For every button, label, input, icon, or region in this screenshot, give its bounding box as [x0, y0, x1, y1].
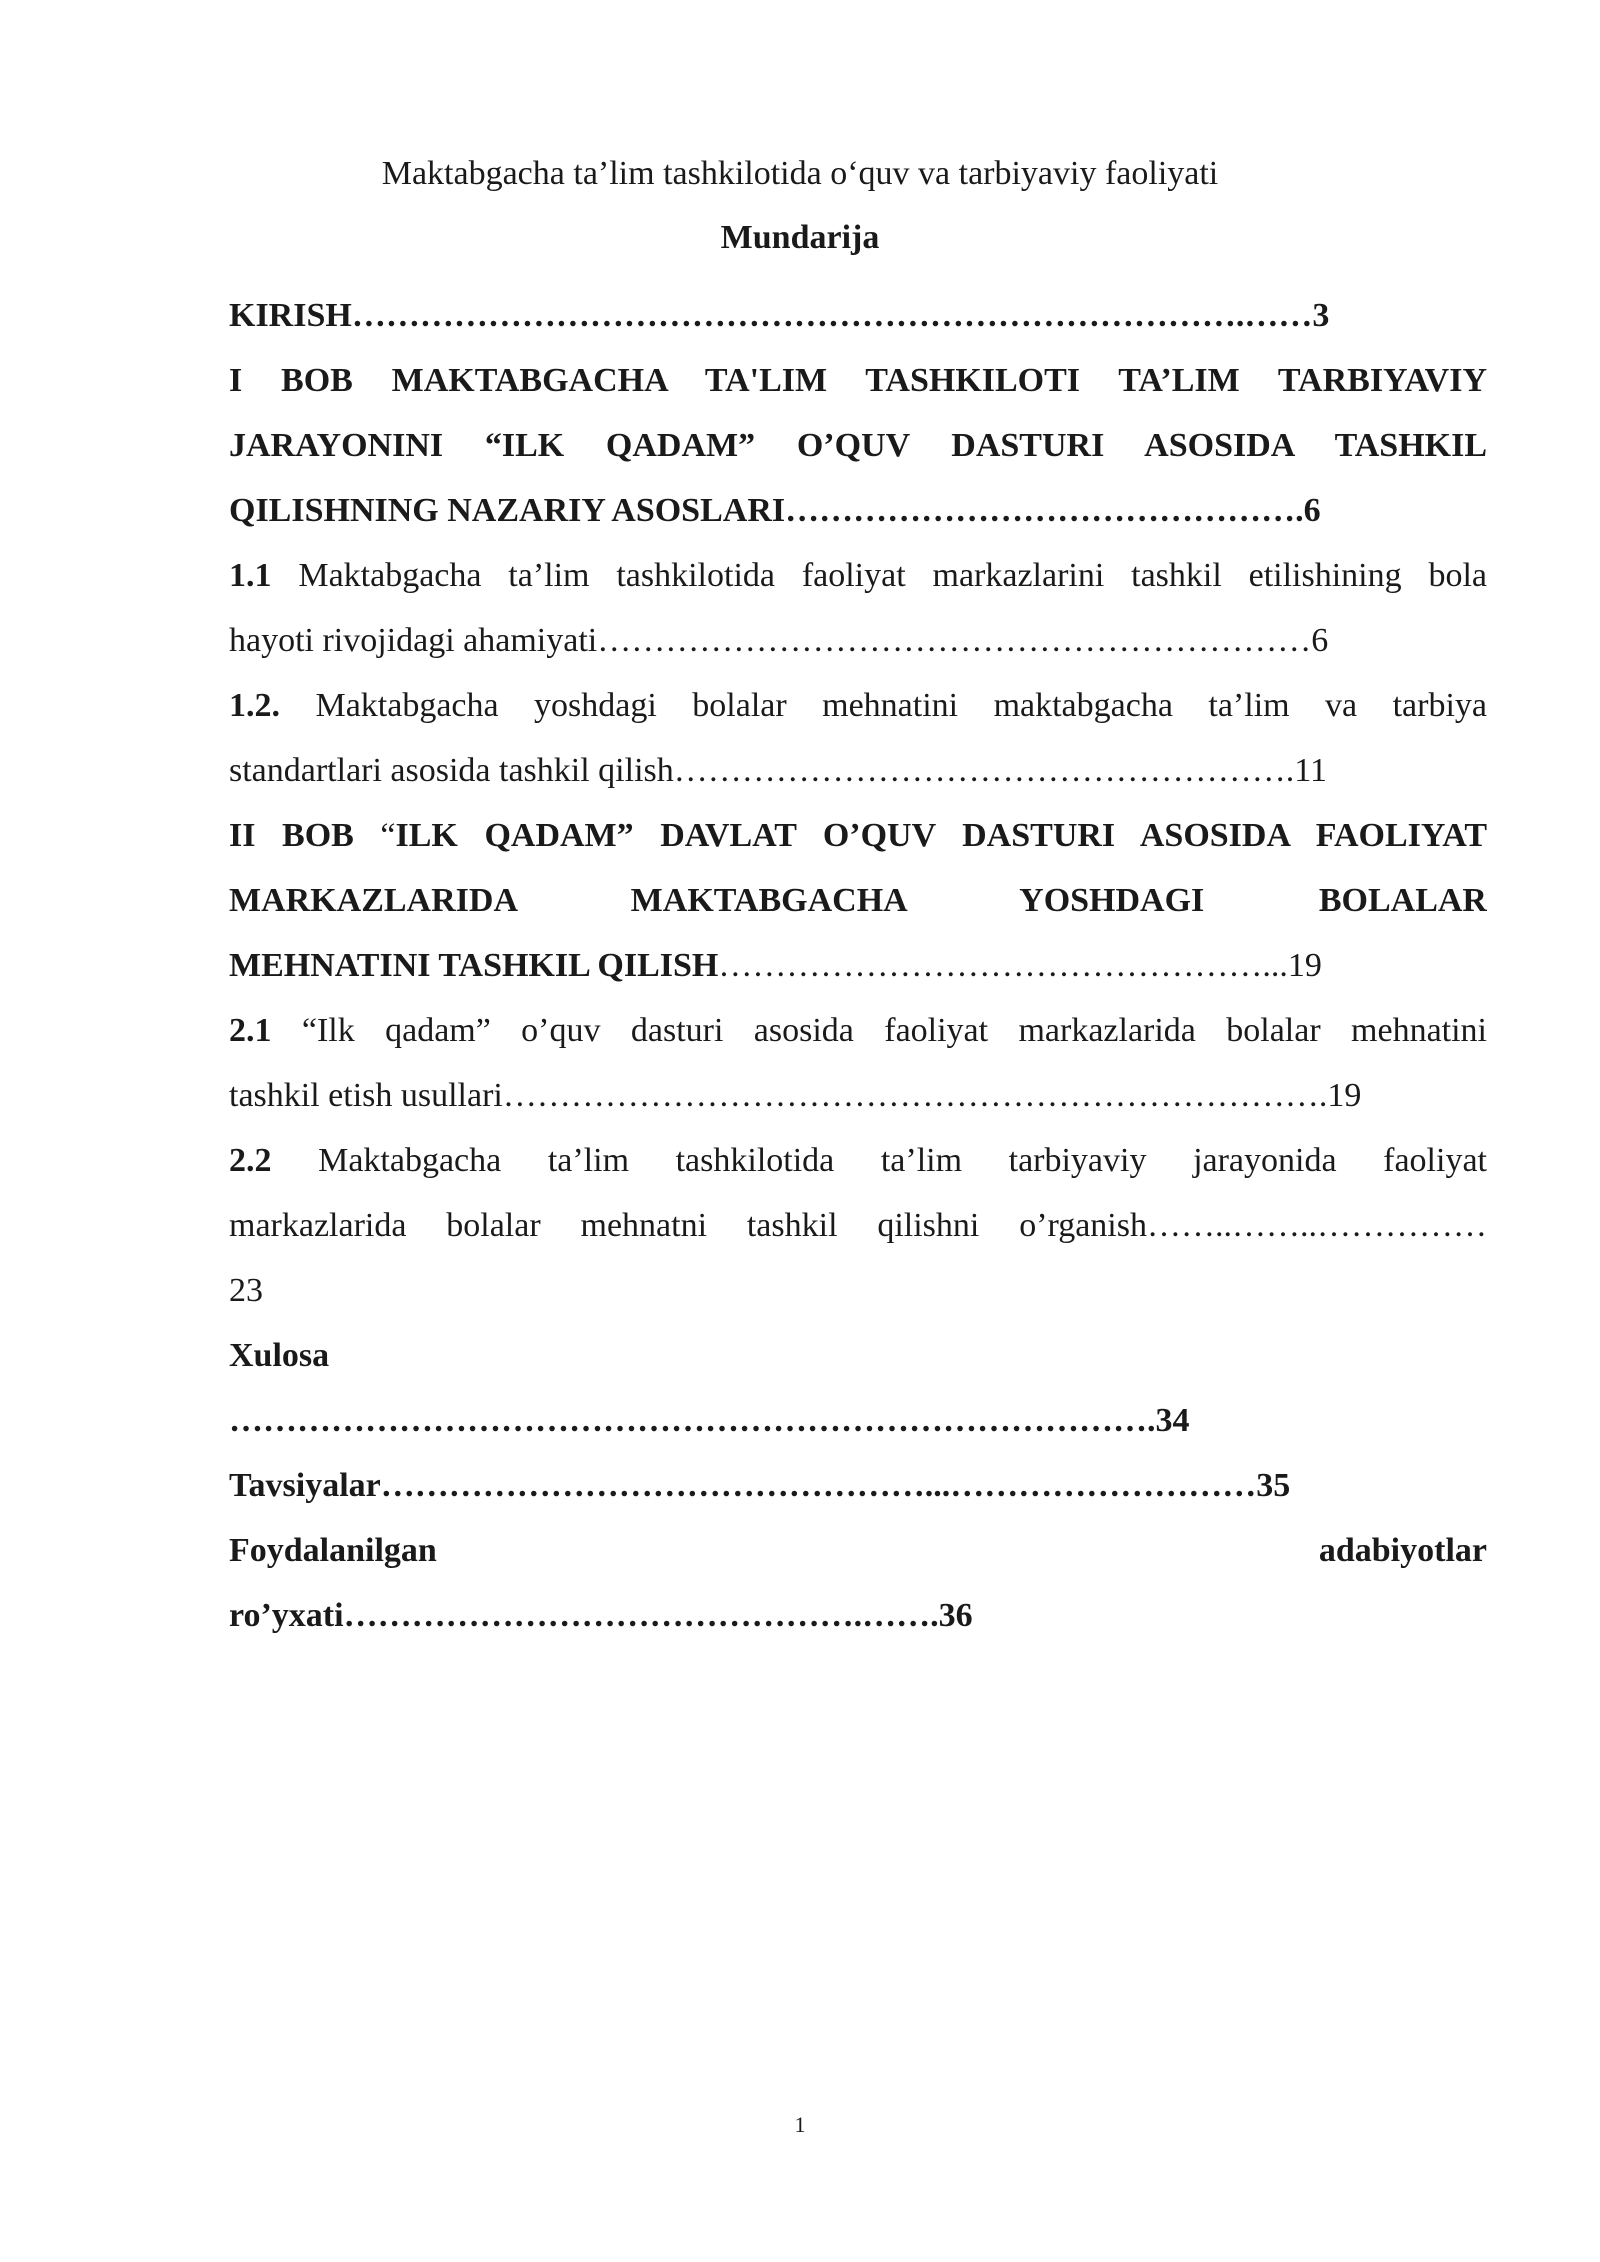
toc-line-text: hayoti rivojidagi ahamiyati………………………………………………………6 [229, 622, 1329, 659]
toc-line-text: tashkil etish usullari……………………………………………………………….19 [229, 1077, 1362, 1114]
toc-line-text: ……………………………………………………………………….34 [229, 1402, 1190, 1439]
toc-line-text: II BOB [229, 817, 381, 854]
toc-line-text: ILK QADAM” DAVLAT O’QUV DASTURI ASOSIDA FAOLIYAT [395, 817, 1487, 854]
toc-line-text: Xulosa [229, 1337, 330, 1374]
document-title: Maktabgacha ta’lim tashkilotida o‘quv va tarbiyaviy faoliyati [381, 155, 1219, 192]
table-of-contents [229, 283, 1487, 1648]
toc-line-text: 2.2 [229, 1142, 272, 1179]
toc-line [229, 673, 1487, 738]
toc-line-text: standartlari asosida tashkil qilish……………………………………………….11 [229, 752, 1327, 789]
toc-heading: Mundarija [720, 219, 880, 256]
toc-line [229, 933, 1487, 998]
toc-line-text: “ [380, 817, 396, 854]
toc-line [229, 1388, 1487, 1453]
toc-line [229, 1258, 1487, 1323]
toc-line [229, 413, 1487, 478]
toc-line-text: Maktabgacha yoshdagi bolalar mehnatini maktabgacha ta’lim va tarbiya [280, 687, 1487, 724]
toc-line-text: Tavsiyalar…………………………………………...………………………35 [229, 1467, 1291, 1504]
toc-line-text: I BOB MAKTABGACHA TA'LIM TASHKILOTI TA’LIM TARBIYAVIY [229, 362, 1487, 399]
toc-line-text: 1.2. [229, 687, 280, 724]
toc-line [229, 1323, 1487, 1388]
toc-line-text: KIRISH…………………………………………………………………….……3 [229, 297, 1330, 334]
toc-line [229, 738, 1487, 803]
toc-line-text: 1.1 [229, 557, 272, 594]
toc-line-text: …………………………………………...19 [718, 947, 1322, 984]
toc-line [229, 868, 1487, 933]
toc-line [229, 478, 1487, 543]
toc-line-text: ro’yxati……………………………………….…….36 [229, 1597, 973, 1634]
toc-line-text: 2.1 [229, 1012, 272, 1049]
toc-line [229, 998, 1487, 1063]
toc-line [229, 283, 1487, 348]
toc-line [229, 543, 1487, 608]
toc-line [229, 1193, 1487, 1258]
toc-line [229, 1583, 1487, 1648]
toc-line [229, 1518, 1487, 1583]
toc-line-text: Maktabgacha ta’lim tashkilotida ta’lim tarbiyaviy jarayonida faoliyat [271, 1142, 1487, 1179]
toc-line [229, 1453, 1487, 1518]
toc-line-text: “Ilk qadam” o’quv dasturi asosida faoliyat markazlarida bolalar mehnatini [271, 1012, 1487, 1049]
toc-line [229, 608, 1487, 673]
toc-line-text: JARAYONINI “ILK QADAM” O’QUV DASTURI ASOSIDA TASHKIL [229, 427, 1487, 464]
toc-line-text: MARKAZLARIDA MAKTABGACHA YOSHDAGI BOLALAR [229, 882, 1487, 919]
toc-line-text: MEHNATINI TASHKIL QILISH [229, 947, 719, 984]
toc-line [229, 803, 1487, 868]
toc-line-text: markazlarida bolalar mehnatni tashkil qilishni o’rganish……..……..…………… [229, 1207, 1487, 1244]
toc-line [229, 1128, 1487, 1193]
toc-line-text: Maktabgacha ta’lim tashkilotida faoliyat markazlarini tashkil etilishining bola [271, 557, 1487, 594]
toc-line [229, 348, 1487, 413]
toc-line-text: QILISHNING NAZARIY ASOSLARI……………………………………….6 [229, 492, 1321, 529]
toc-line-text: 23 [229, 1272, 263, 1309]
toc-line [229, 1063, 1487, 1128]
page-number: 1 [794, 2112, 806, 2137]
toc-line-text: Foydalanilgan adabiyotlar [229, 1532, 1487, 1569]
